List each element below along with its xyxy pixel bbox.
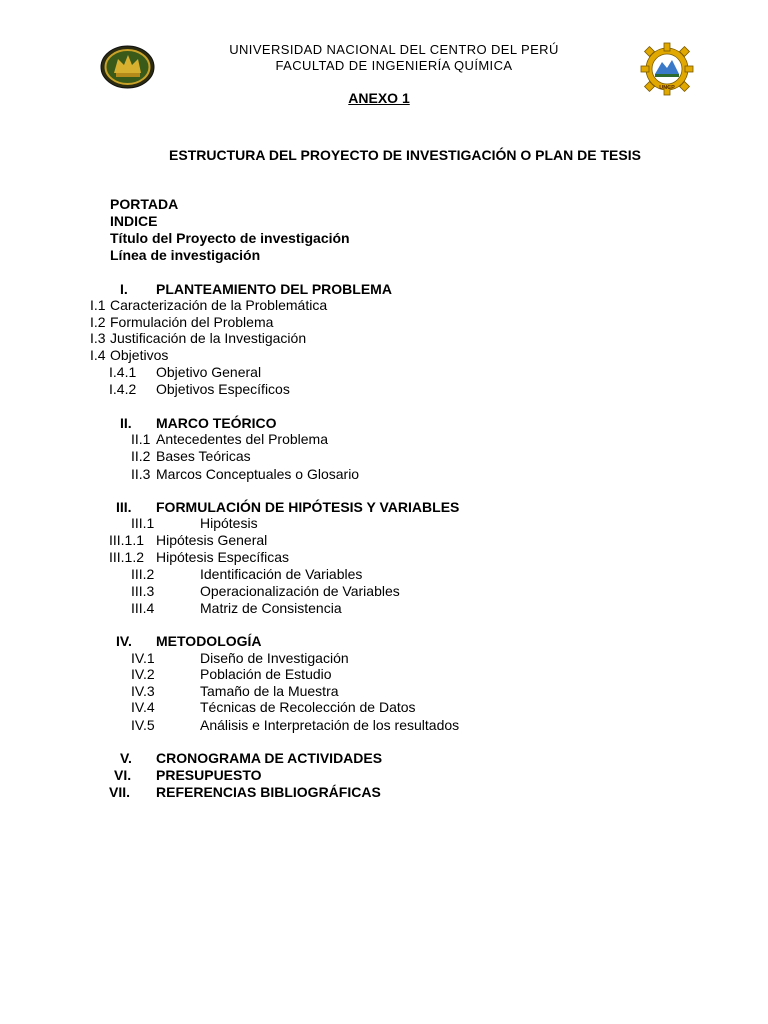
item-number: II.3 — [131, 466, 151, 482]
item-number: III.1.2 — [109, 549, 145, 565]
section-3-title: FORMULACIÓN DE HIPÓTESIS Y VARIABLES — [156, 499, 460, 515]
item-label: Hipótesis — [200, 515, 258, 531]
item-label: Antecedentes del Problema — [156, 431, 328, 447]
gear-seal-text: UNCP — [659, 85, 675, 91]
item-label: Hipótesis General — [156, 532, 268, 548]
item-label: Justificación de la Investigación — [110, 330, 307, 346]
item-label: Diseño de Investigación — [200, 650, 349, 666]
item-number: II.2 — [131, 448, 151, 464]
item-label: Población de Estudio — [200, 666, 332, 682]
section-4-number: IV. — [116, 633, 132, 649]
item-label: Objetivos Específicos — [156, 381, 290, 397]
section-1-title: PLANTEAMIENTO DEL PROBLEMA — [156, 281, 392, 297]
item-number: I.2 — [90, 314, 106, 330]
item-number: III.2 — [131, 566, 155, 582]
section-3-number: III. — [116, 499, 132, 515]
section-1-number: I. — [120, 281, 128, 297]
item-number: III.3 — [131, 583, 155, 599]
item-number: IV.1 — [131, 650, 155, 666]
item-label: Formulación del Problema — [110, 314, 274, 330]
item-number: IV.3 — [131, 683, 155, 699]
front-linea: Línea de investigación — [110, 247, 261, 263]
university-name: UNIVERSIDAD NACIONAL DEL CENTRO DEL PERÚ — [229, 42, 559, 57]
item-number: I.4.1 — [109, 364, 137, 380]
section-2-title: MARCO TEÓRICO — [156, 415, 277, 431]
section-5-number: V. — [120, 750, 132, 766]
item-number: IV.5 — [131, 717, 155, 733]
item-label: Marcos Conceptuales o Glosario — [156, 466, 360, 482]
front-portada: PORTADA — [110, 196, 179, 212]
front-titulo: Título del Proyecto de investigación — [110, 230, 350, 246]
item-number: II.1 — [131, 431, 151, 447]
item-label: Matriz de Consistencia — [200, 600, 342, 616]
item-label: Hipótesis Específicas — [156, 549, 290, 565]
item-label: Objetivos — [110, 347, 169, 363]
item-label: Operacionalización de Variables — [200, 583, 400, 599]
item-number: III.1 — [131, 515, 155, 531]
section-2-number: II. — [120, 415, 132, 431]
item-number: I.4.2 — [109, 381, 137, 397]
section-4-title: METODOLOGÍA — [156, 633, 262, 649]
item-number: I.1 — [90, 297, 106, 313]
item-number: III.1.1 — [109, 532, 145, 548]
document-title: ESTRUCTURA DEL PROYECTO DE INVESTIGACIÓN O PLAN DE TESIS — [169, 147, 641, 163]
section-5-title: CRONOGRAMA DE ACTIVIDADES — [156, 750, 383, 766]
section-6-number: VI. — [114, 767, 132, 783]
item-label: Técnicas de Recolección de Datos — [200, 699, 416, 715]
annex-label: ANEXO 1 — [348, 90, 410, 106]
item-number: III.4 — [131, 600, 155, 616]
item-number: IV.4 — [131, 699, 155, 715]
item-label: Objetivo General — [156, 364, 262, 380]
item-number: I.3 — [90, 330, 106, 346]
item-label: Caracterización de la Problemática — [110, 297, 328, 313]
section-7-number: VII. — [109, 784, 131, 800]
item-label: Identificación de Variables — [200, 566, 363, 582]
front-indice: INDICE — [110, 213, 158, 229]
item-label: Análisis e Interpretación de los resultados — [200, 717, 460, 733]
item-number: I.4 — [90, 347, 106, 363]
item-label: Tamaño de la Muestra — [200, 683, 339, 699]
item-label: Bases Teóricas — [156, 448, 251, 464]
section-7-title: REFERENCIAS BIBLIOGRÁFICAS — [156, 784, 381, 800]
faculty-name: FACULTAD DE INGENIERÍA QUÍMICA — [275, 58, 513, 73]
item-number: IV.2 — [131, 666, 155, 682]
section-6-title: PRESUPUESTO — [156, 767, 262, 783]
